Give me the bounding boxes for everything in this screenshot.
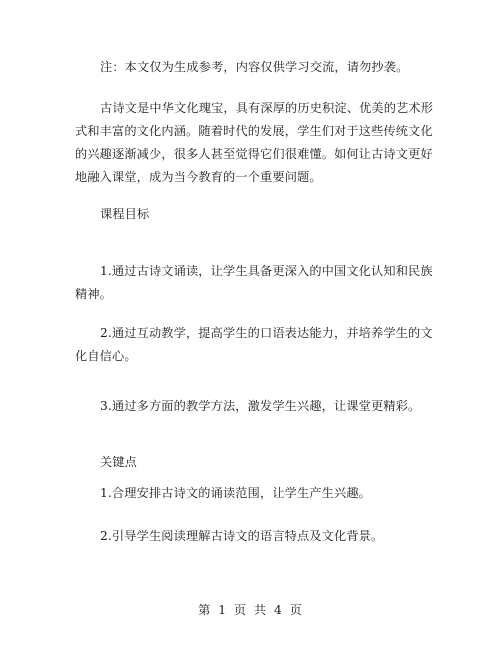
disclaimer-note: 注：本文仅为生成参考，内容仅供学习交流，请勿抄袭。 [100,60,409,74]
objective-item: 3.通过多方面的教学方法，激发学生兴趣，让课堂更精彩。 [100,399,421,413]
intro-paragraph: 古诗文是中华文化瑰宝，具有深厚的历史积淀、优美的艺术形式和丰富的文化内涵。随着时代的发展，学生们对于这些传统文化的兴趣逐渐减少，很多人甚至觉得它们很难懂。如何让古诗文更好地融入课堂，成为当今教育的一个重要问题。 [75,101,434,184]
keypoint-item: 1.合理安排古诗文的诵读范围，让学生产生兴趣。 [100,486,372,500]
objective-item: 1.通过古诗文诵读，让学生具备更深入的中国文化认知和民族精神。 [75,264,433,301]
keypoint-item: 2.引导学生阅读理解古诗文的语言特点及文化背景。 [100,529,384,543]
page-number-footer: 第 1 页 共 4 页 [198,603,304,617]
objective-item: 2.通过互动教学，提高学生的口语表达能力，并培养学生的文化自信心。 [75,326,433,363]
section-heading-keypoints: 关键点 [100,455,138,469]
section-heading-objectives: 课程目标 [100,207,150,221]
